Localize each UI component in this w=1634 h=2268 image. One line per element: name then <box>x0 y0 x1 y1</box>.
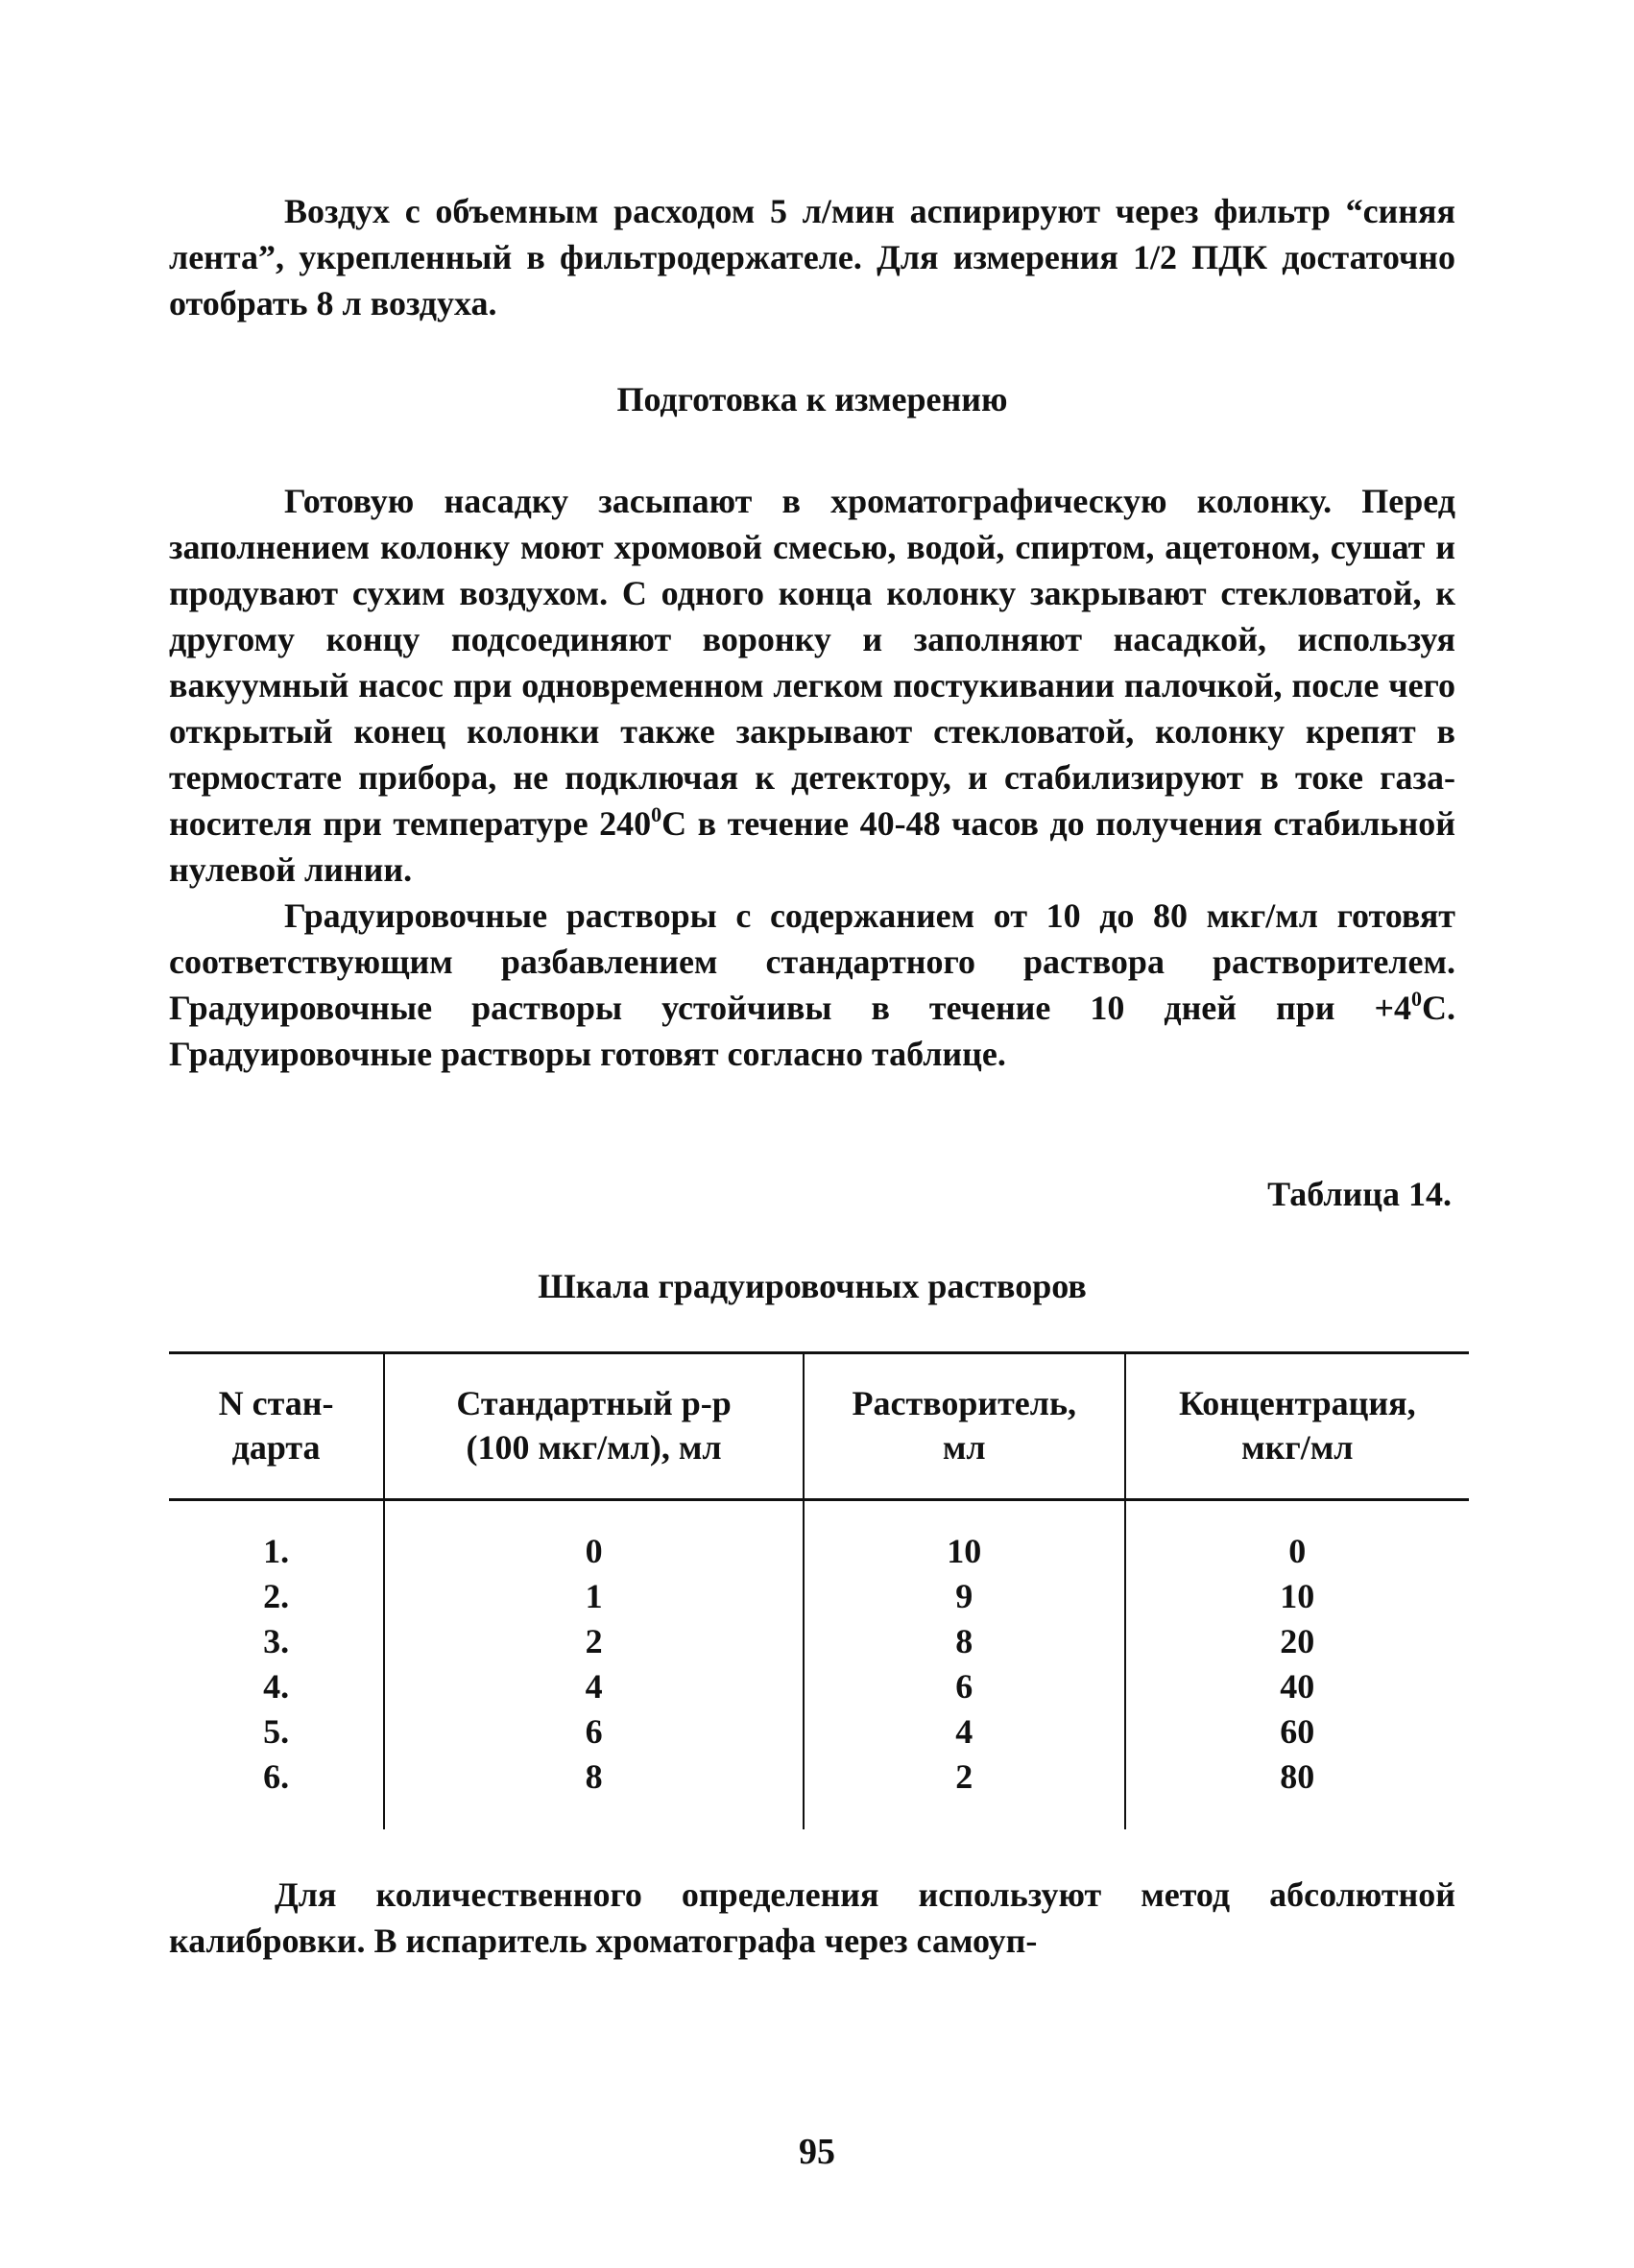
header-line: дарта <box>231 1428 321 1467</box>
table-cell: 6. <box>263 1756 290 1796</box>
table-number: Таблица 14. <box>1267 1175 1452 1213</box>
header-line: Концентрация, <box>1178 1384 1416 1422</box>
calibration-table <box>169 1351 1469 1829</box>
table-header-row <box>169 1353 1469 1500</box>
table-row <box>169 1500 1469 1574</box>
table-cell: 4. <box>263 1666 290 1706</box>
outro-paragraph: Для количественного определения используют метод абсолютной калибровки. В испаритель хроматографа через самоуп- <box>169 1875 1455 1960</box>
table-cell: 0 <box>1125 1500 1469 1574</box>
intro-paragraph: Воздух с объемным расходом 5 л/мин аспирируют через фильтр “синяя лента”, укрепленный в фильтродержателе. Для измерения 1/2 ПДК достаточно отобрать 8 л воздуха. <box>169 192 1455 322</box>
table-cell: 1. <box>263 1531 290 1570</box>
table-row <box>169 1663 1469 1708</box>
table-row <box>169 1754 1469 1829</box>
header-concentration <box>1125 1353 1469 1500</box>
preparation-paragraph-1 <box>169 478 1455 893</box>
intro-section <box>169 188 1455 326</box>
paragraph-text: Градуировочные растворы с содержанием от 10 до 80 мкг/мл готовят соответствующим разбавлением стандартного раствора растворителем. Градуировочные растворы устойчивы в течение 10 дней при +4 <box>169 896 1455 1027</box>
header-line: Стандартный р-р <box>456 1384 732 1422</box>
table-cell: 80 <box>1125 1754 1469 1829</box>
header-line: N стан- <box>218 1384 334 1422</box>
table-cell: 60 <box>1125 1708 1469 1754</box>
table-row <box>169 1573 1469 1618</box>
header-line: мкг/мл <box>1241 1428 1354 1467</box>
table-cell: 8 <box>804 1618 1125 1663</box>
degree-superscript: 0 <box>1411 987 1422 1011</box>
table-cell: 4 <box>804 1708 1125 1754</box>
table-cell: 40 <box>1125 1663 1469 1708</box>
table-cell: 2. <box>263 1576 290 1615</box>
header-line: (100 мкг/мл), мл <box>466 1428 722 1467</box>
table-cell: 1 <box>384 1573 804 1618</box>
section-heading: Подготовка к измерению <box>616 380 1008 418</box>
table-title: Шкала градуировочных растворов <box>538 1267 1087 1305</box>
table-cell: 10 <box>804 1500 1125 1574</box>
table-cell: 5. <box>263 1711 290 1751</box>
preparation-section <box>169 478 1455 1077</box>
header-line: Растворитель, <box>852 1384 1077 1422</box>
paragraph-text: С в течение 40-48 часов до получения стабильной нулевой линии. <box>169 804 1455 889</box>
header-solvent <box>804 1353 1125 1500</box>
table-cell: 6 <box>384 1708 804 1754</box>
table-cell: 0 <box>384 1500 804 1574</box>
table-cell: 2 <box>384 1618 804 1663</box>
table-cell: 2 <box>804 1754 1125 1829</box>
table-cell: 8 <box>384 1754 804 1829</box>
table-cell: 20 <box>1125 1618 1469 1663</box>
outro-section <box>169 1872 1455 1964</box>
paragraph-text: С. Градуировочные растворы готовят согласно таблице. <box>169 989 1455 1073</box>
header-standard-number <box>169 1353 384 1500</box>
table-cell: 10 <box>1125 1573 1469 1618</box>
degree-superscript: 0 <box>651 802 662 826</box>
table-cell: 3. <box>263 1621 290 1660</box>
table-cell: 9 <box>804 1573 1125 1618</box>
header-line: мл <box>942 1428 986 1467</box>
table-cell: 4 <box>384 1663 804 1708</box>
table-row <box>169 1708 1469 1754</box>
header-standard-solution <box>384 1353 804 1500</box>
table-cell: 6 <box>804 1663 1125 1708</box>
preparation-paragraph-2 <box>169 893 1455 1077</box>
paragraph-text: Готовую насадку засыпают в хроматографическую колонку. Перед заполнением колонку моют хромовой смесью, водой, спиртом, ацетоном, сушат и продувают сухим воздухом. С одного конца колонку закрывают стекловатой, к другому концу подсоединяют воронку и заполняют насадкой, используя вакуумный насос при одновременном легком постукивании палочкой, после чего открытый конец колонки также закрывают стекловатой, колонку крепят в термостате прибора, не подключая к детектору, и стабилизируют в токе газа-носителя при температуре 240 <box>169 482 1455 843</box>
table-row <box>169 1618 1469 1663</box>
page-number: 95 <box>799 2132 835 2172</box>
